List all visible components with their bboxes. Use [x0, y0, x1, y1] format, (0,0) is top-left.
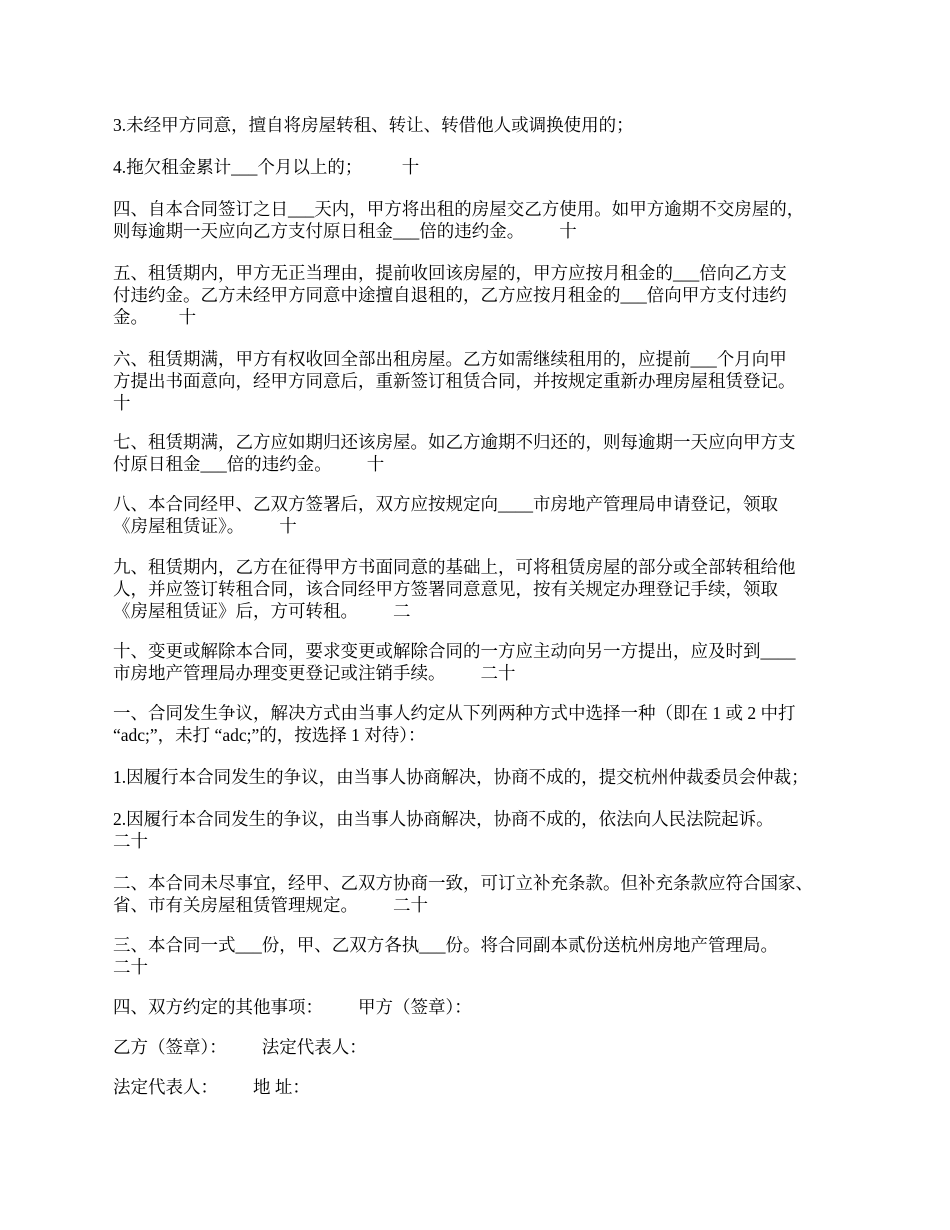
paragraph-dispute-resolution: 一、合同发生争议，解决方式由当事人约定从下列两种方式中选择一种（即在 1 或 2 中打 “adc;”，未打 “adc;”的，按选择 1 对待）： [113, 703, 796, 745]
paragraph-copies: 三、本合同一式___份，甲、乙双方各执___份。将合同副本贰份送杭州房地产管理局。 二十 [113, 935, 778, 977]
paragraph-supplementary-terms: 二、本合同未尽事宜，经甲、乙双方协商一致，可订立补充条款。但补充条款应符合国家、 省、市有关房屋租赁管理规定。 二十 [113, 873, 813, 915]
paragraph-option-2: 2.因履行本合同发生的争议，由当事人协商解决，协商不成的，依法向人民法院起诉。 二十 [113, 809, 774, 851]
paragraph-article-6: 六、租赁期满，甲方有权收回全部出租房屋。乙方如需继续租用的，应提前___个月向甲 方提出书面意向，经甲方同意后，重新签订租赁合同，并按规定重新办理房屋租赁登记。 十 [113, 349, 796, 413]
paragraph-article-9: 九、租赁期内，乙方在征得甲方书面同意的基础上，可将租赁房屋的部分或全部转租给他 人，并应签订转租合同，该合同经甲方签署同意意见，按有关规定办理登记手续，领取 《房屋租赁证》后，方可转租。 二 [113, 557, 796, 621]
paragraph-clause-4: 4.拖欠租金累计___个月以上的； 十 [113, 157, 420, 177]
paragraph-article-7: 七、租赁期满，乙方应如期归还该房屋。如乙方逾期不归还的，则每逾期一天应向甲方支 付原日租金___倍的违约金。 十 [113, 432, 796, 474]
paragraph-option-1: 1.因履行本合同发生的争议，由当事人协商解决，协商不成的，提交杭州仲裁委员会仲裁； [113, 767, 809, 787]
paragraph-article-4: 四、自本合同签订之日___天内，甲方将出租的房屋交乙方使用。如甲方逾期不交房屋的， 则每逾期一天应向乙方支付原日租金___倍的违约金。 十 [113, 199, 805, 241]
paragraph-article-10: 十、变更或解除本合同，要求变更或解除合同的一方应主动向另一方提出，应及时到____ 市房地产管理局办理变更登记或注销手续。 二十 [113, 641, 796, 683]
paragraph-other-matters: 四、双方约定的其他事项： 甲方（签章）： [113, 997, 472, 1017]
signature-line-representative: 法定代表人： 地 址： [113, 1077, 310, 1097]
paragraph-article-5: 五、租赁期内，甲方无正当理由，提前收回该房屋的，甲方应按月租金的___倍向乙方支 付违约金。乙方未经甲方同意中途擅自退租的，乙方应按月租金的___倍向甲方支付违约 金。 十 [113, 263, 787, 327]
paragraph-clause-3: 3.未经甲方同意，擅自将房屋转租、转让、转借他人或调换使用的； [113, 115, 634, 135]
signature-line-tenant: 乙方（签章）： 法定代表人： [113, 1037, 367, 1057]
paragraph-article-8: 八、本合同经甲、乙双方签署后，双方应按规定向____市房地产管理局申请登记，领取 《房屋租赁证》。 十 [113, 494, 778, 536]
